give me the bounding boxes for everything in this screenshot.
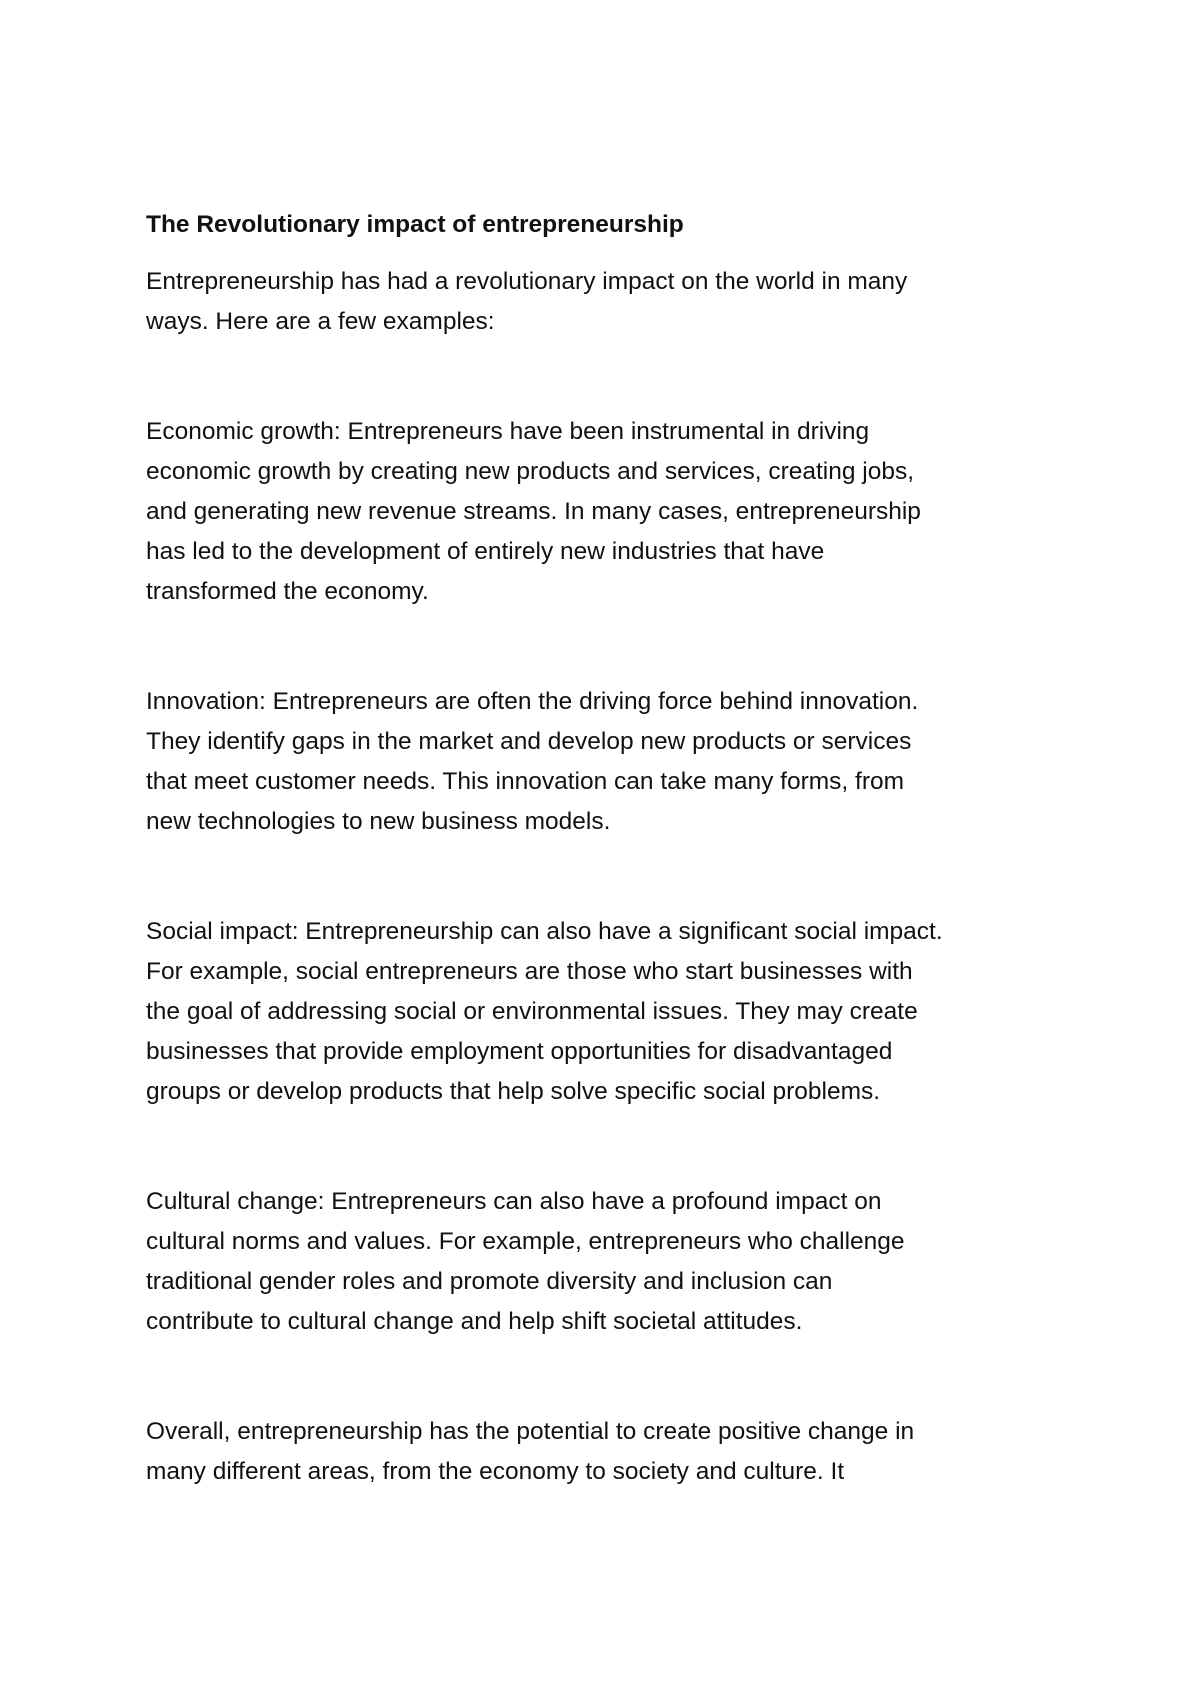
text-line: groups or develop products that help solve specific social problems. — [146, 1078, 881, 1105]
text-line: They identify gaps in the market and develop new products or services — [146, 728, 912, 755]
text-line: ways. Here are a few examples: — [146, 308, 495, 335]
paragraph-intro — [146, 262, 1086, 342]
document-title: The Revolutionary impact of entrepreneurship — [146, 211, 684, 238]
text-line: For example, social entrepreneurs are those who start businesses with — [146, 958, 913, 985]
text-line: new technologies to new business models. — [146, 808, 611, 835]
text-line: and generating new revenue streams. In many cases, entrepreneurship — [146, 498, 921, 525]
text-line: the goal of addressing social or environmental issues. They may create — [146, 998, 918, 1025]
text-line: economic growth by creating new products and services, creating jobs, — [146, 458, 915, 485]
paragraph-innovation — [146, 682, 1086, 842]
paragraph-social-impact — [146, 912, 1086, 1112]
paragraph-cultural-change — [146, 1182, 1086, 1342]
text-line: Economic growth: Entrepreneurs have been instrumental in driving — [146, 418, 870, 445]
text-line: Entrepreneurship has had a revolutionary impact on the world in many — [146, 268, 908, 295]
text-line: that meet customer needs. This innovation can take many forms, from — [146, 768, 905, 795]
paragraph-overall — [146, 1412, 1086, 1492]
document-body — [146, 205, 1086, 1492]
text-line: cultural norms and values. For example, entrepreneurs who challenge — [146, 1228, 905, 1255]
text-line: has led to the development of entirely new industries that have — [146, 538, 825, 565]
text-line: contribute to cultural change and help shift societal attitudes. — [146, 1308, 803, 1335]
text-line: businesses that provide employment opportunities for disadvantaged — [146, 1038, 893, 1065]
text-line: Overall, entrepreneurship has the potential to create positive change in — [146, 1418, 915, 1445]
text-line: many different areas, from the economy to society and culture. It — [146, 1458, 845, 1485]
text-line: Cultural change: Entrepreneurs can also have a profound impact on — [146, 1188, 882, 1215]
text-line: transformed the economy. — [146, 578, 429, 605]
text-line: traditional gender roles and promote diversity and inclusion can — [146, 1268, 833, 1295]
text-line: Innovation: Entrepreneurs are often the driving force behind innovation. — [146, 688, 919, 715]
paragraph-economic-growth — [146, 412, 1086, 612]
text-line: Social impact: Entrepreneurship can also have a significant social impact. — [146, 918, 943, 945]
